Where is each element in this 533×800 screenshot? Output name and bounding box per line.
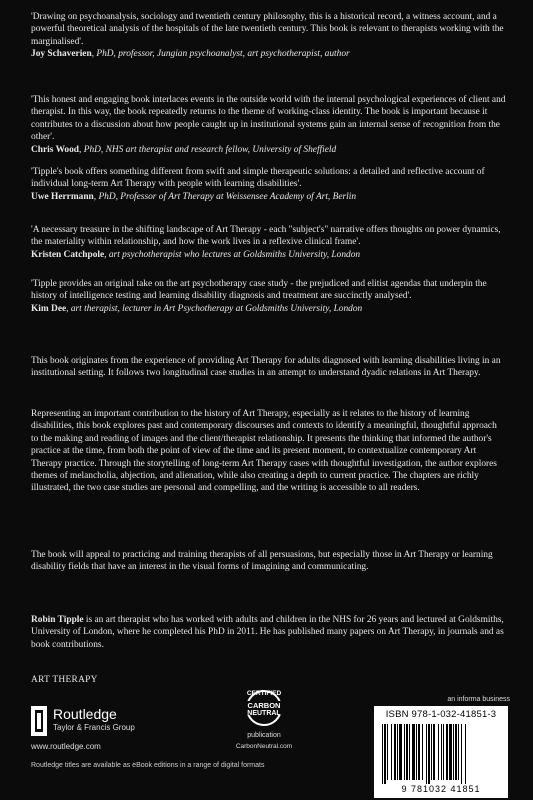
carbon-main-2: NEUTRAL [247, 710, 281, 717]
endorser-role: , art psychotherapist who lectures at Goldsmiths University, London [104, 249, 361, 260]
endorser-name: Joy Schaverien [31, 49, 92, 60]
publisher-url[interactable]: www.routledge.com [31, 742, 101, 751]
description-paragraph: The book will appeal to practicing and training therapists of all persuasions, but especially those in Art Therapy or learning disability fields that have an interest in the visual forms of imagining and communicating. [31, 550, 493, 573]
carbon-main-1: CARBON [247, 701, 281, 710]
endorsement-attribution [31, 48, 506, 60]
endorsement-attribution [31, 303, 506, 315]
subject-category: ART THERAPY [31, 675, 98, 685]
endorsement-quote: 'Drawing on psychoanalysis, sociology and twentieth century philosophy, this is a historical record, a witness account, and a powerful theoretical analysis of the hospitals of the late twentieth century. This book is relevant to therapists working with the marginalised'. [31, 12, 504, 47]
endorsement-quote: 'Tipple's book offers something different from swift and simple therapeutic solutions: a detailed and reflective account of individual long-term Art Therapy with people with learning disabilities'. [31, 167, 485, 190]
author-bio-text: is an art therapist who has worked with adults and children in the NHS for 26 years and lectured at Goldsmiths, University of London, where he completed his PhD in 2011. He has published many papers on Art Therapy, in journals and as book contributions. [31, 615, 504, 650]
endorsement-attribution [31, 191, 506, 203]
endorsement-attribution [31, 144, 506, 156]
endorser-role: , art therapist, lecturer in Art Psychotherapy at Goldsmiths University, London [66, 303, 363, 314]
endorser-name: Kim Dee [31, 303, 67, 314]
carbon-url: CarbonNeutral.com [235, 743, 293, 750]
carbon-publication-label: publication [247, 732, 281, 739]
author-name: Robin Tipple [31, 615, 84, 625]
endorser-role: , PhD, professor, Jungian psychoanalyst, art psychotherapist, author [91, 49, 350, 60]
endorser-name: Chris Wood [31, 144, 80, 155]
description-paragraph: Representing an important contribution to the history of Art Therapy, especially as it relates to the history of learning disabilities, this book explores past and contemporary discourses and contexts to identify a meaningful, thoughtful approach to the making and reading of images and the client/therapist relationship. It presents the thinking that informed the author's practice at the time, from both the point of view of the time and its present moment, to contextualize contemporary Art Therapy practice. Through the storytelling of long-term Art Therapy cases with thoughtful investigation, the author explores themes of melancholia, abjection, and alienation, while also creating a depth to current practice. The chapters are richly illustrated, the two case studies are personal and compelling, and the writing is accessible to all readers. [31, 409, 497, 494]
publisher-name: Routledge [53, 706, 117, 722]
ebook-note: Routledge titles are available as eBook editions in a range of digital formats [31, 762, 265, 769]
routledge-logo-icon [31, 706, 47, 736]
isbn-barcode [374, 706, 508, 798]
endorsement-5 [31, 278, 506, 315]
endorsement-1 [31, 11, 506, 61]
endorsement-4 [31, 224, 506, 261]
author-bio [31, 614, 506, 651]
carbon-certified: CERTIFIED [246, 690, 282, 697]
endorsement-3 [31, 166, 506, 203]
publisher-subname: Taylor & Francis Group [53, 723, 135, 732]
description-paragraph: This book originates from the experience of providing Art Therapy for adults diagnosed with learning disabilities living in an institutional setting. It follows two longitudinal case studies in an attempt to understand dyadic relations in Art Therapy. [31, 356, 501, 379]
isbn-label: ISBN 978-1-032-41851-3 [385, 709, 497, 720]
endorser-role: , PhD, NHS art therapist and research fellow, University of Sheffield [79, 144, 337, 155]
endorsement-2 [31, 94, 506, 156]
endorsement-quote: 'This honest and engaging book interlaces events in the outside world with the internal psychological experiences of client and therapist. In this way, the book repeatedly returns to the theme of working-class identity. The book is important because it contributes to a discussion about how people caught up in institutional systems gain an internal sense of recognition from the other'. [31, 95, 506, 143]
endorser-role: , PhD, Professor of Art Therapy at Weissensee Academy of Art, Berlin [93, 191, 357, 202]
endorsement-attribution [31, 249, 506, 261]
barcode-icon [380, 724, 502, 784]
barcode-digits: 9 781032 41851 [401, 784, 481, 794]
endorser-name: Uwe Herrmann [31, 191, 94, 202]
endorser-name: Kristen Catchpole [31, 249, 105, 260]
endorsement-quote: 'Tipple provides an original take on the art psychotherapy case study - the prejudiced and elitist agendas that underpin the history of intelligence testing and learning disability diagnosis and treatment are succinctly analysed'. [31, 279, 487, 302]
parent-company: an informa business [447, 696, 510, 703]
endorsement-quote: 'A necessary treasure in the shifting landscape of Art Therapy - each "subject's" narrative offers thoughts on power dynamics, the materiality within relationship, and how the work lives in a reflexive clinical frame'. [31, 225, 501, 248]
